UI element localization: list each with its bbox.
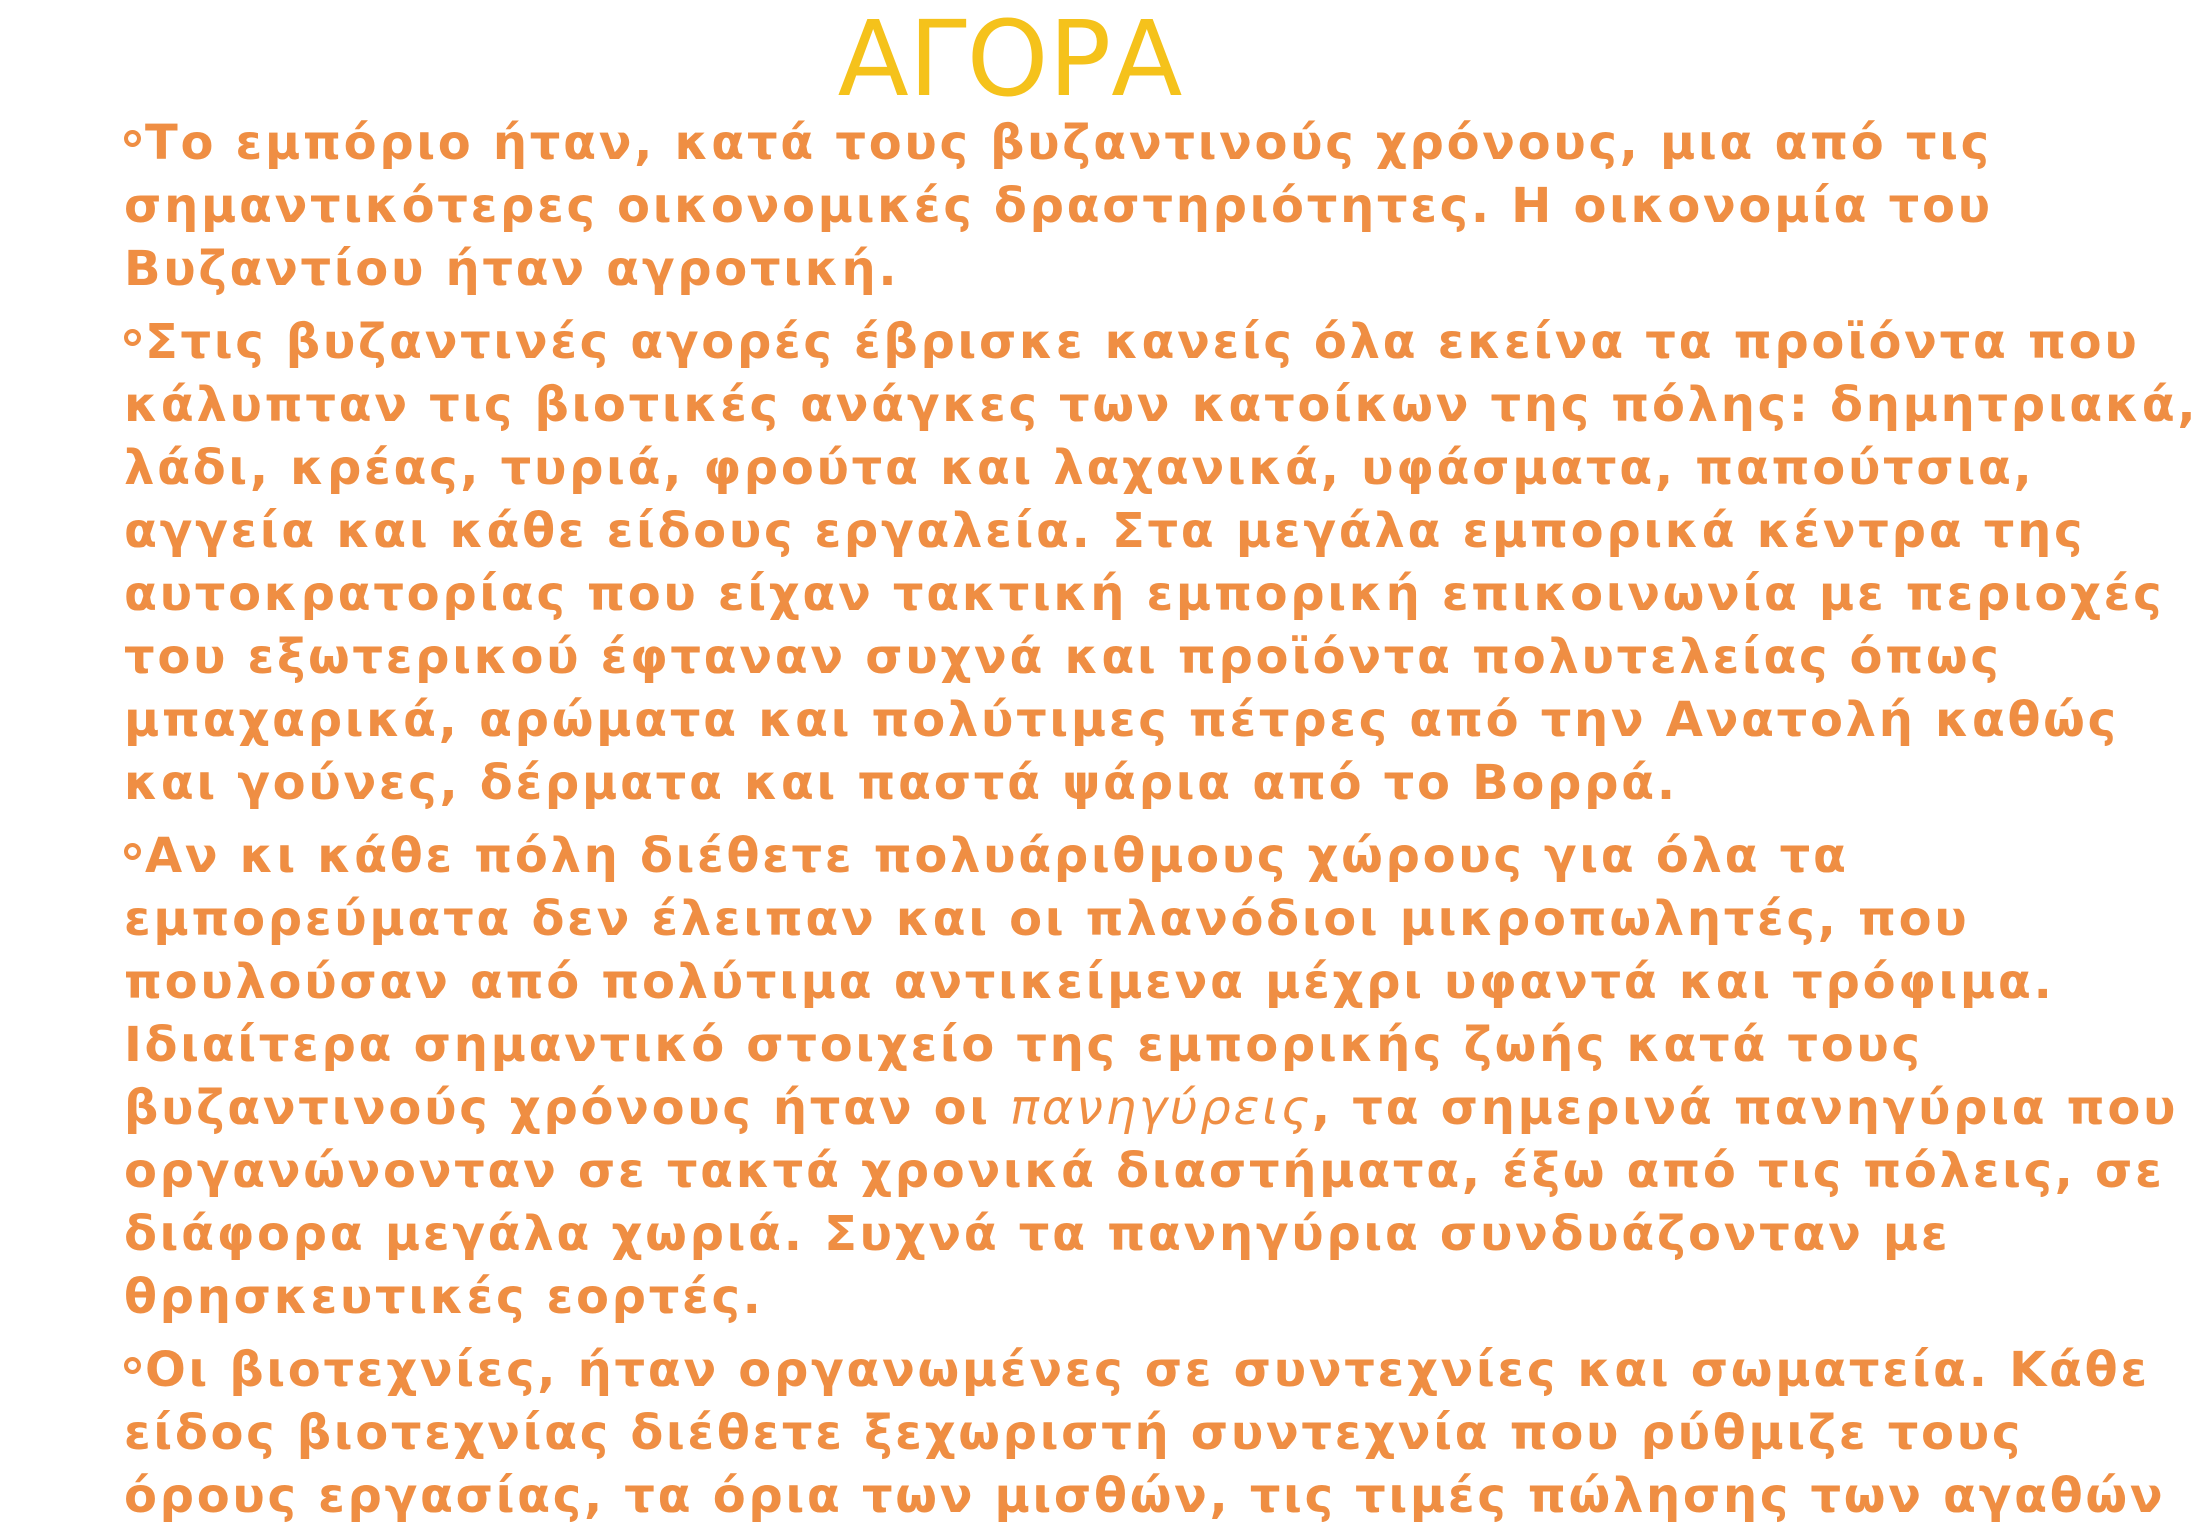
text-line: Οι βιοτεχνίες, ήταν οργανωμένες σε συντεχνίες και σωματεία. Κάθε xyxy=(124,1339,2039,1402)
slide-title: ΑΓΟΡΑ xyxy=(837,0,1183,120)
text-line: λάδι, κρέας, τυριά, φρούτα και λαχανικά, υφάσματα, παπούτσια, xyxy=(124,440,2035,496)
circle-bullet-icon xyxy=(124,1357,141,1374)
text-line: οργανώνονταν σε τακτά χρονικά διαστήματα, έξω από τις πόλεις, σε xyxy=(124,1143,2165,1199)
emphasized-term: πανηγύρεις xyxy=(1010,1080,1312,1136)
text-line: θρησκευτικές εορτές. xyxy=(124,1269,764,1325)
text-line: Βυζαντίου ήταν αγροτική. xyxy=(124,241,900,297)
circle-bullet-icon xyxy=(124,843,141,860)
text-line: του εξωτερικού έφταναν συχνά και προϊόντα πολυτελείας όπως xyxy=(124,629,2002,685)
text-line: Στις βυζαντινές αγορές έβρισκε κανείς όλα εκείνα τα προϊόντα που xyxy=(124,311,2039,374)
text-line: εμπορεύματα δεν έλειπαν και οι πλανόδιοι μικροπωλητές, που xyxy=(124,891,1970,947)
slide-body xyxy=(124,112,2198,1538)
text-line: Αν κι κάθε πόλη διέθετε πολυάριθμους χώρους για όλα τα xyxy=(124,825,2039,888)
text-line: Το εμπόριο ήταν, κατά τους βυζαντινούς χρόνους, μια από τις xyxy=(124,112,2039,175)
text-line: αυτοκρατορίας που είχαν τακτική εμπορική επικοινωνία με περιοχές xyxy=(124,566,2165,622)
text-line: πουλούσαν από πολύτιμα αντικείμενα μέχρι υφαντά και τρόφιμα. xyxy=(124,954,2055,1010)
text-line: Ιδιαίτερα σημαντικό στοιχείο της εμπορικής ζωής κατά τους xyxy=(124,1017,1923,1073)
paragraph-fairs xyxy=(124,825,2179,1329)
text-line: βυζαντινούς χρόνους ήταν οι πανηγύρεις, τα σημερινά πανηγύρια που xyxy=(124,1080,2179,1136)
paragraph-guilds xyxy=(124,1339,2166,1528)
text-line: αγγεία και κάθε είδους εργαλεία. Στα μεγάλα εμπορικά κέντρα της xyxy=(124,503,2086,559)
circle-bullet-icon xyxy=(124,130,141,147)
text-line: μπαχαρικά, αρώματα και πολύτιμες πέτρες από την Ανατολή καθώς xyxy=(124,692,2119,748)
paragraph-trade xyxy=(124,112,2039,301)
text-line: διάφορα μεγάλα χωριά. Συχνά τα πανηγύρια συνδυάζονταν με xyxy=(124,1206,1951,1262)
text-line: κάλυπταν τις βιοτικές ανάγκες των κατοίκων της πόλης: δημητριακά, xyxy=(124,377,2198,433)
text-line: είδος βιοτεχνίας διέθετε ξεχωριστή συντεχνία που ρύθμιζε τους xyxy=(124,1405,2024,1461)
circle-bullet-icon xyxy=(124,329,141,346)
paragraph-markets xyxy=(124,311,2198,815)
text-line: όρους εργασίας, τα όρια των μισθών, τις τιμές πώλησης των αγαθών xyxy=(124,1468,2166,1524)
text-line: και γούνες, δέρματα και παστά ψάρια από το Βορρά. xyxy=(124,755,1678,811)
text-line: σημαντικότερες οικονομικές δραστηριότητες. Η οικονομία του xyxy=(124,178,1993,234)
